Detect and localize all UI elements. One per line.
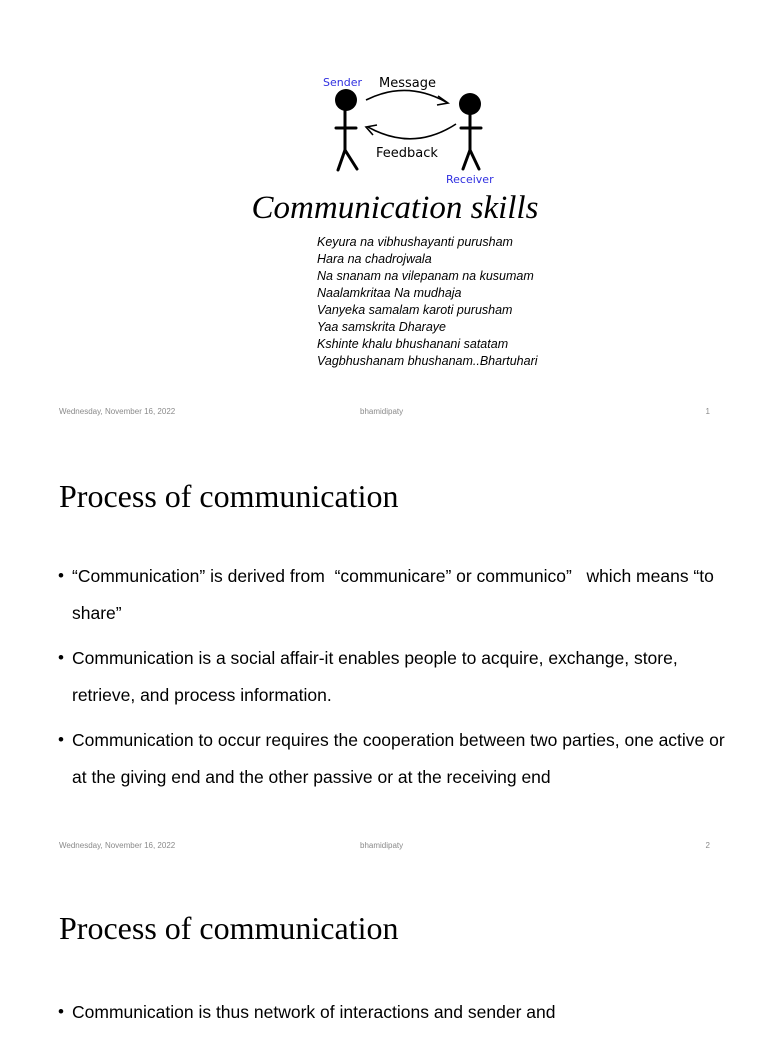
message-arrow (366, 90, 448, 105)
list-item: • “Communication” is derived from “communicare” or communico” which means “to share” (58, 558, 728, 632)
feedback-label: Feedback (376, 146, 438, 161)
verse-line: Vagbhushanam bhushanam..Bhartuhari (317, 354, 538, 368)
slide3-bullet-list (58, 994, 728, 1039)
feedback-arrow (366, 124, 456, 139)
sender-figure (335, 89, 357, 170)
slide2-bullet-list (58, 558, 728, 804)
verse-line: Kshinte khalu bhushanani satatam (317, 337, 509, 351)
slide2-title: Process of communication (59, 478, 399, 514)
bullet-icon: • (58, 566, 64, 585)
communication-diagram (318, 72, 508, 190)
list-item: • Communication to occur requires the cooperation between two parties, one active or at the giving end and the other passive or at the receiving end (58, 722, 728, 796)
verse-line: Vanyeka samalam karoti purusham (317, 303, 513, 317)
bullet-icon: • (58, 730, 64, 749)
slide2-footer-author: bhamidipaty (360, 841, 404, 850)
slide1-footer-author: bhamidipaty (360, 407, 404, 416)
slide1-title: Communication skills (251, 190, 539, 226)
sender-label: Sender (323, 76, 362, 89)
bullet-icon: • (58, 1002, 64, 1021)
message-label: Message (379, 76, 436, 91)
slide3-title: Process of communication (59, 910, 399, 946)
receiver-label: Receiver (446, 173, 494, 186)
verse-line: Hara na chadrojwala (317, 252, 432, 266)
verse-line: Na snanam na vilepanam na kusumam (317, 269, 534, 283)
slide2-page-number: 2 (705, 841, 710, 850)
verse-line: Naalamkritaa Na mudhaja (317, 286, 462, 300)
verse-line: Yaa samskrita Dharaye (317, 320, 446, 334)
list-item: • Communication is thus network of interactions and sender and (58, 994, 728, 1031)
slide2-footer-date: Wednesday, November 16, 2022 (59, 841, 176, 850)
list-item: • Communication is a social affair-it enables people to acquire, exchange, store, retrieve, and process information. (58, 640, 728, 714)
receiver-figure (459, 93, 481, 169)
verse-line: Keyura na vibhushayanti purusham (317, 235, 513, 249)
bullet-icon: • (58, 648, 64, 667)
verse-block (317, 234, 538, 370)
slide1-page-number: 1 (705, 407, 710, 416)
slide1-footer-date: Wednesday, November 16, 2022 (59, 407, 176, 416)
